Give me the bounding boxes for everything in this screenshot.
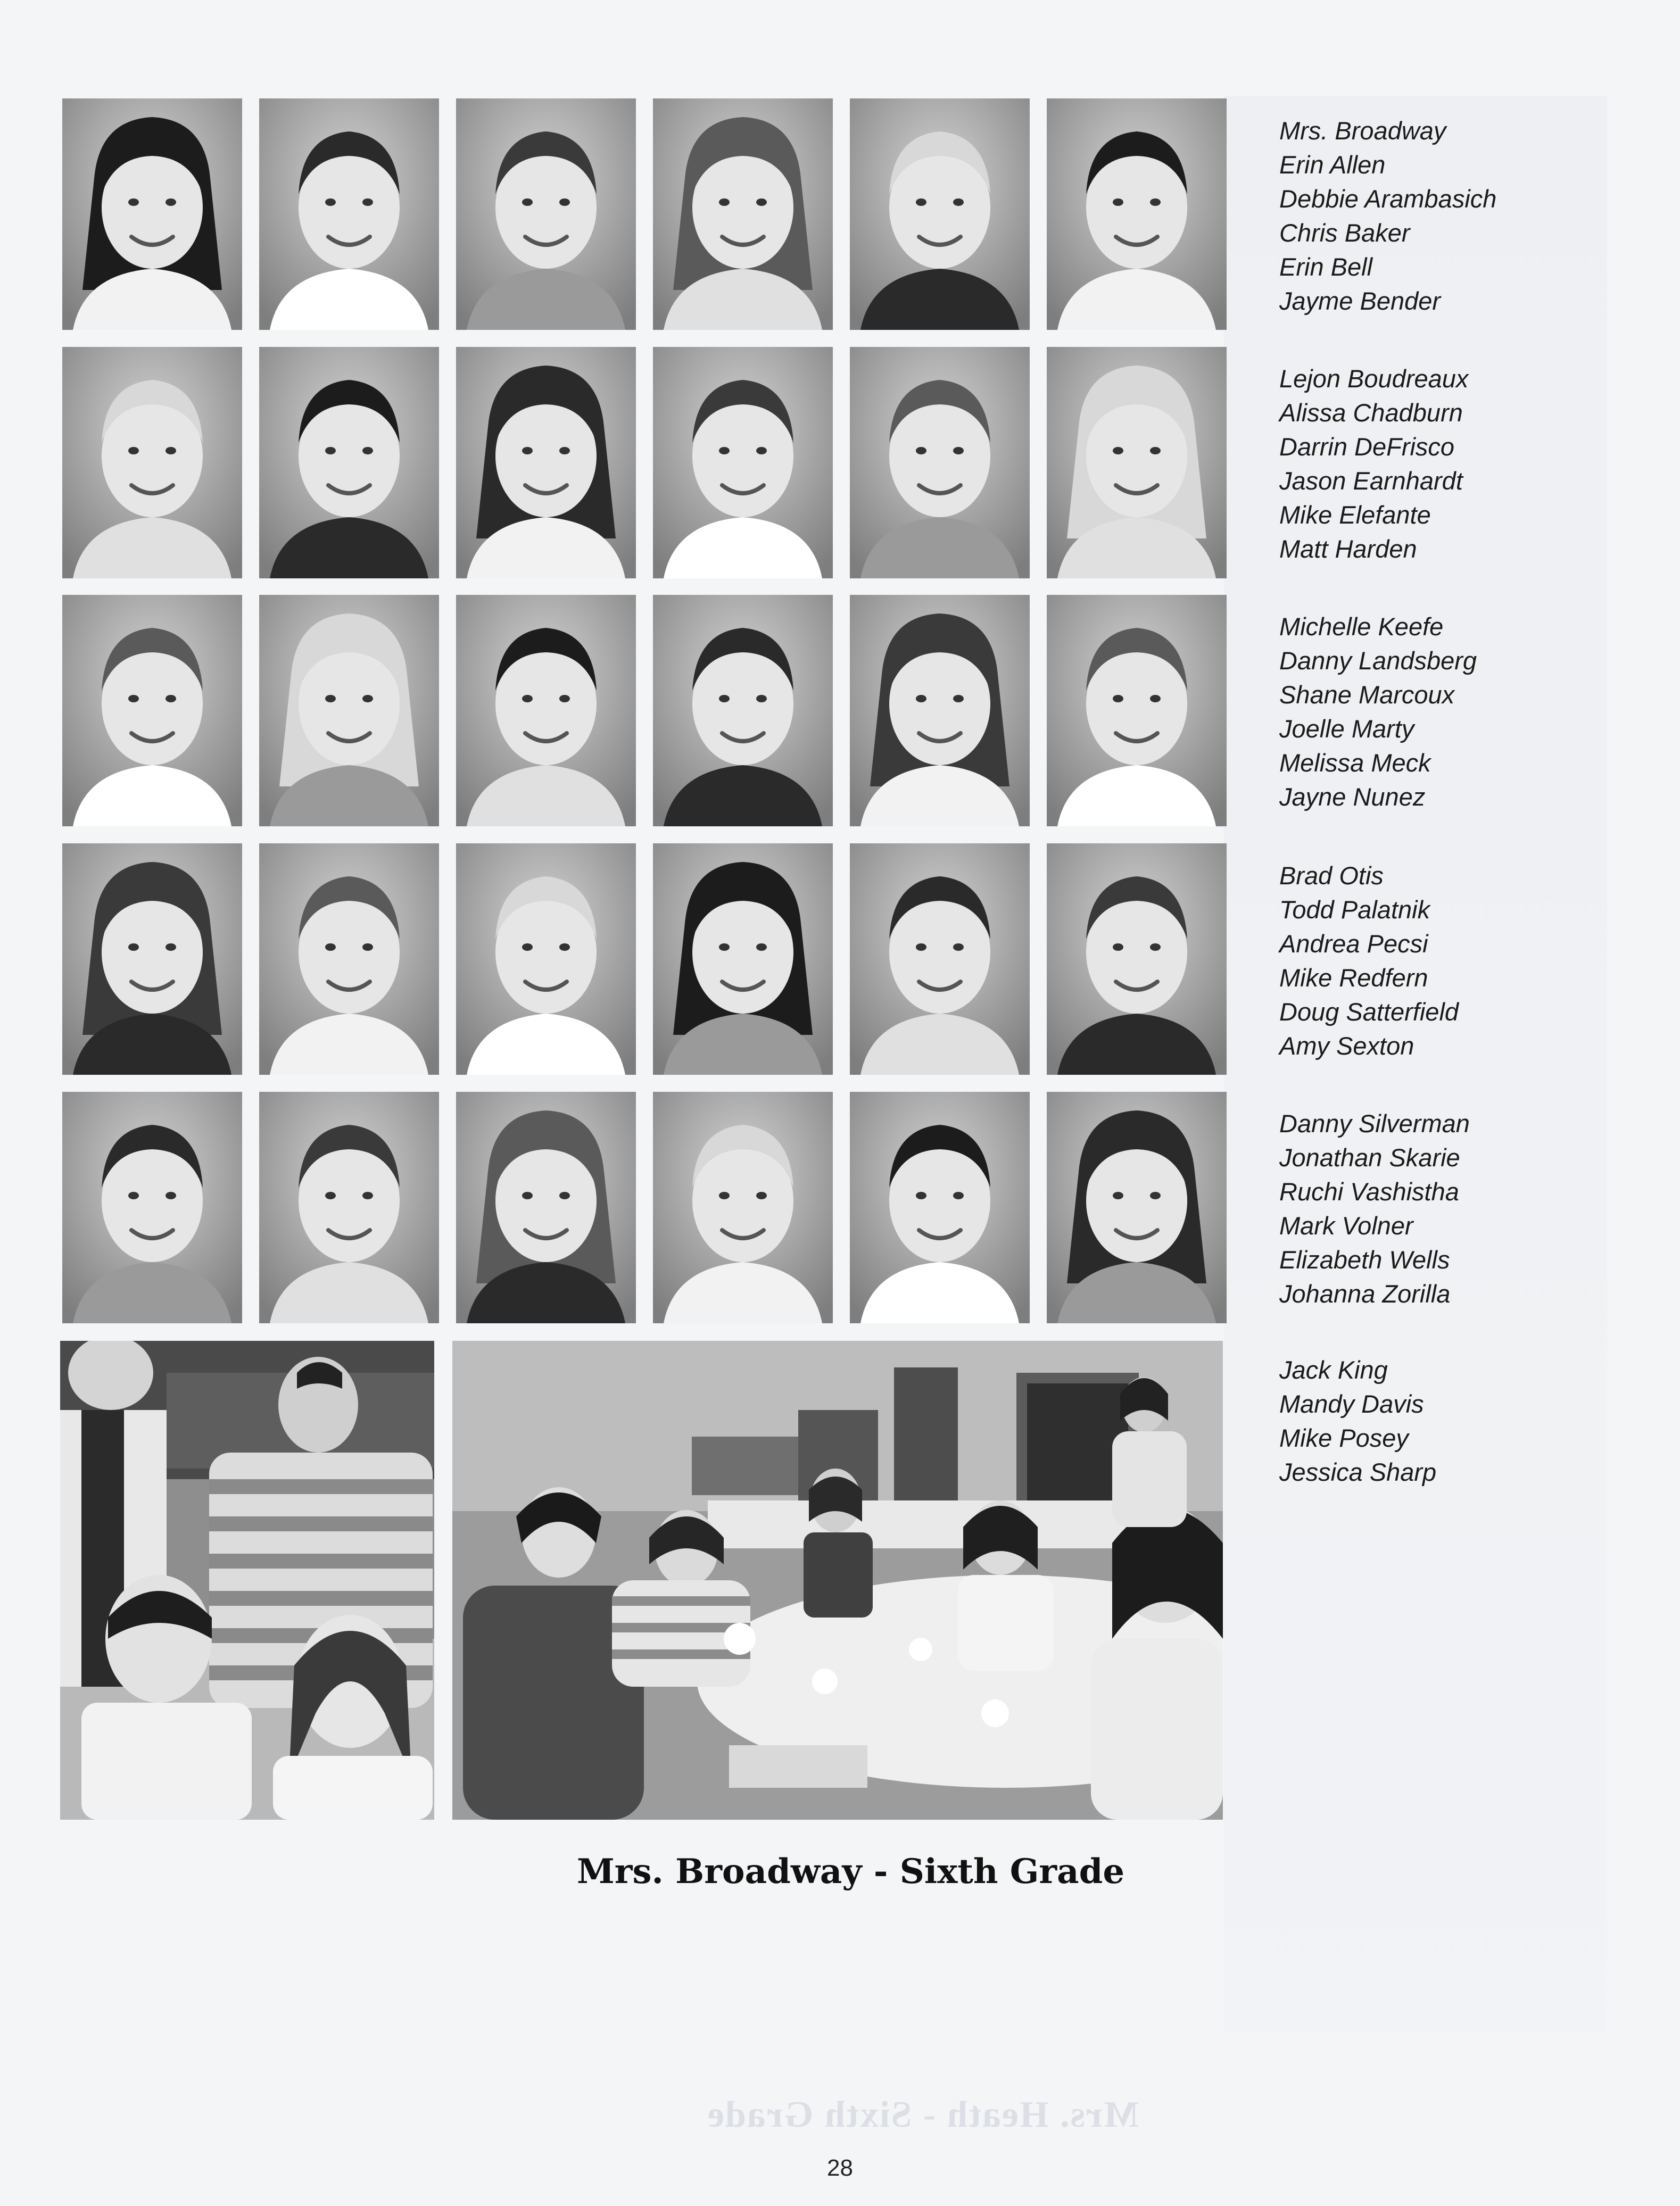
student-name: Jonathan Skarie xyxy=(1279,1143,1460,1172)
student-name: Mike Redfern xyxy=(1279,964,1428,992)
portrait-photo xyxy=(456,1092,636,1323)
student-portrait xyxy=(456,595,636,826)
portrait-photo xyxy=(653,595,833,826)
reverse-page-caption: Mrs. Heath - Sixth Grade xyxy=(706,2094,1139,2135)
student-portrait xyxy=(456,1092,636,1323)
portrait-photo xyxy=(456,347,636,578)
portrait-photo xyxy=(456,843,636,1075)
student-name: Danny Landsberg xyxy=(1279,646,1477,675)
candid-photo-classroom xyxy=(452,1341,1223,1820)
candid-photo-outdoor xyxy=(60,1341,434,1820)
portrait-photo xyxy=(456,595,636,826)
student-name: Darrin DeFrisco xyxy=(1279,433,1455,461)
student-portrait xyxy=(62,595,242,826)
student-name: Ruchi Vashistha xyxy=(1279,1177,1459,1206)
page-number: 28 xyxy=(827,2155,853,2181)
row-name-list xyxy=(1279,362,1599,566)
portrait-photo xyxy=(653,1092,833,1323)
student-portrait xyxy=(259,347,439,578)
student-portrait xyxy=(653,98,833,330)
student-portrait xyxy=(653,347,833,578)
student-name: Chris Baker xyxy=(1279,219,1410,247)
page-title-wrap xyxy=(0,1852,1680,1892)
student-portrait xyxy=(456,843,636,1075)
student-name: Andrea Pecsi xyxy=(1279,930,1428,958)
student-name: Debbie Arambasich xyxy=(1279,185,1497,213)
row-name-list xyxy=(1279,610,1599,814)
student-name: Jayne Nunez xyxy=(1279,783,1426,811)
portrait-photo xyxy=(62,98,242,330)
student-portrait xyxy=(850,98,1030,330)
student-portrait xyxy=(456,347,636,578)
student-name: Erin Allen xyxy=(1279,151,1386,179)
student-portrait xyxy=(850,347,1030,578)
student-name: Michelle Keefe xyxy=(1279,612,1444,641)
candid-photo-outdoor-image xyxy=(60,1341,434,1820)
candid-photo-classroom-image xyxy=(452,1341,1223,1820)
row-name-list xyxy=(1279,114,1599,318)
student-portrait xyxy=(850,1092,1030,1323)
student-portrait xyxy=(62,1092,242,1323)
student-portrait xyxy=(259,595,439,826)
student-name: Melissa Meck xyxy=(1279,749,1431,777)
not-pictured-name: Jessica Sharp xyxy=(1279,1458,1437,1486)
student-portrait xyxy=(456,98,636,330)
portrait-photo xyxy=(850,595,1030,826)
student-portrait xyxy=(653,595,833,826)
not-pictured-list xyxy=(1279,1353,1599,1489)
portrait-photo xyxy=(850,98,1030,330)
student-name: Doug Satterfield xyxy=(1279,998,1459,1026)
student-name: Todd Palatnik xyxy=(1279,895,1430,924)
portrait-photo xyxy=(653,843,833,1075)
student-portrait xyxy=(259,98,439,330)
student-portrait xyxy=(1047,843,1227,1075)
not-pictured-name: Jack King xyxy=(1279,1356,1388,1384)
not-pictured-name: Mike Posey xyxy=(1279,1424,1409,1452)
portrait-photo xyxy=(850,843,1030,1075)
student-name: Jayme Bender xyxy=(1279,287,1441,315)
student-name: Lejon Boudreaux xyxy=(1279,364,1469,393)
portrait-photo xyxy=(653,347,833,578)
portrait-photo xyxy=(259,595,439,826)
portrait-photo xyxy=(62,843,242,1075)
portrait-photo xyxy=(456,98,636,330)
portrait-photo xyxy=(62,1092,242,1323)
student-portrait xyxy=(850,843,1030,1075)
student-name: Alissa Chadburn xyxy=(1279,399,1463,427)
portrait-photo xyxy=(1047,98,1227,330)
portrait-photo xyxy=(62,595,242,826)
student-name: Elizabeth Wells xyxy=(1279,1246,1450,1274)
not-pictured-name: Mandy Davis xyxy=(1279,1390,1424,1418)
portrait-photo xyxy=(1047,843,1227,1075)
student-portrait xyxy=(259,1092,439,1323)
student-name: Joelle Marty xyxy=(1279,715,1414,743)
student-name: Jason Earnhardt xyxy=(1279,467,1463,495)
portrait-photo xyxy=(259,1092,439,1323)
student-name: Matt Harden xyxy=(1279,535,1417,563)
student-portrait xyxy=(62,98,242,330)
student-name: Erin Bell xyxy=(1279,253,1373,281)
student-name: Shane Marcoux xyxy=(1279,681,1455,709)
page-title: Mrs. Broadway - Sixth Grade xyxy=(576,1852,1125,1892)
portrait-photo xyxy=(62,347,242,578)
student-name: Johanna Zorilla xyxy=(1279,1280,1451,1308)
student-portrait xyxy=(62,843,242,1075)
student-portrait xyxy=(1047,595,1227,826)
portrait-photo xyxy=(259,98,439,330)
row-name-list xyxy=(1279,1107,1599,1311)
student-portrait xyxy=(653,843,833,1075)
student-portrait xyxy=(1047,1092,1227,1323)
portrait-photo xyxy=(1047,595,1227,826)
student-name: Mike Elefante xyxy=(1279,501,1431,529)
portrait-photo xyxy=(259,843,439,1075)
student-name: Mark Volner xyxy=(1279,1212,1413,1240)
student-name: Brad Otis xyxy=(1279,861,1384,890)
student-portrait xyxy=(1047,98,1227,330)
student-portrait xyxy=(259,843,439,1075)
student-name: Mrs. Broadway xyxy=(1279,117,1446,145)
student-portrait xyxy=(653,1092,833,1323)
student-portrait xyxy=(1047,347,1227,578)
student-name: Danny Silverman xyxy=(1279,1109,1470,1138)
portrait-photo xyxy=(259,347,439,578)
student-portrait xyxy=(62,347,242,578)
portrait-photo xyxy=(1047,347,1227,578)
portrait-photo xyxy=(850,1092,1030,1323)
portrait-photo xyxy=(653,98,833,330)
portrait-photo xyxy=(1047,1092,1227,1323)
portrait-photo xyxy=(850,347,1030,578)
row-name-list xyxy=(1279,859,1599,1063)
student-name: Amy Sexton xyxy=(1279,1032,1414,1060)
student-portrait xyxy=(850,595,1030,826)
